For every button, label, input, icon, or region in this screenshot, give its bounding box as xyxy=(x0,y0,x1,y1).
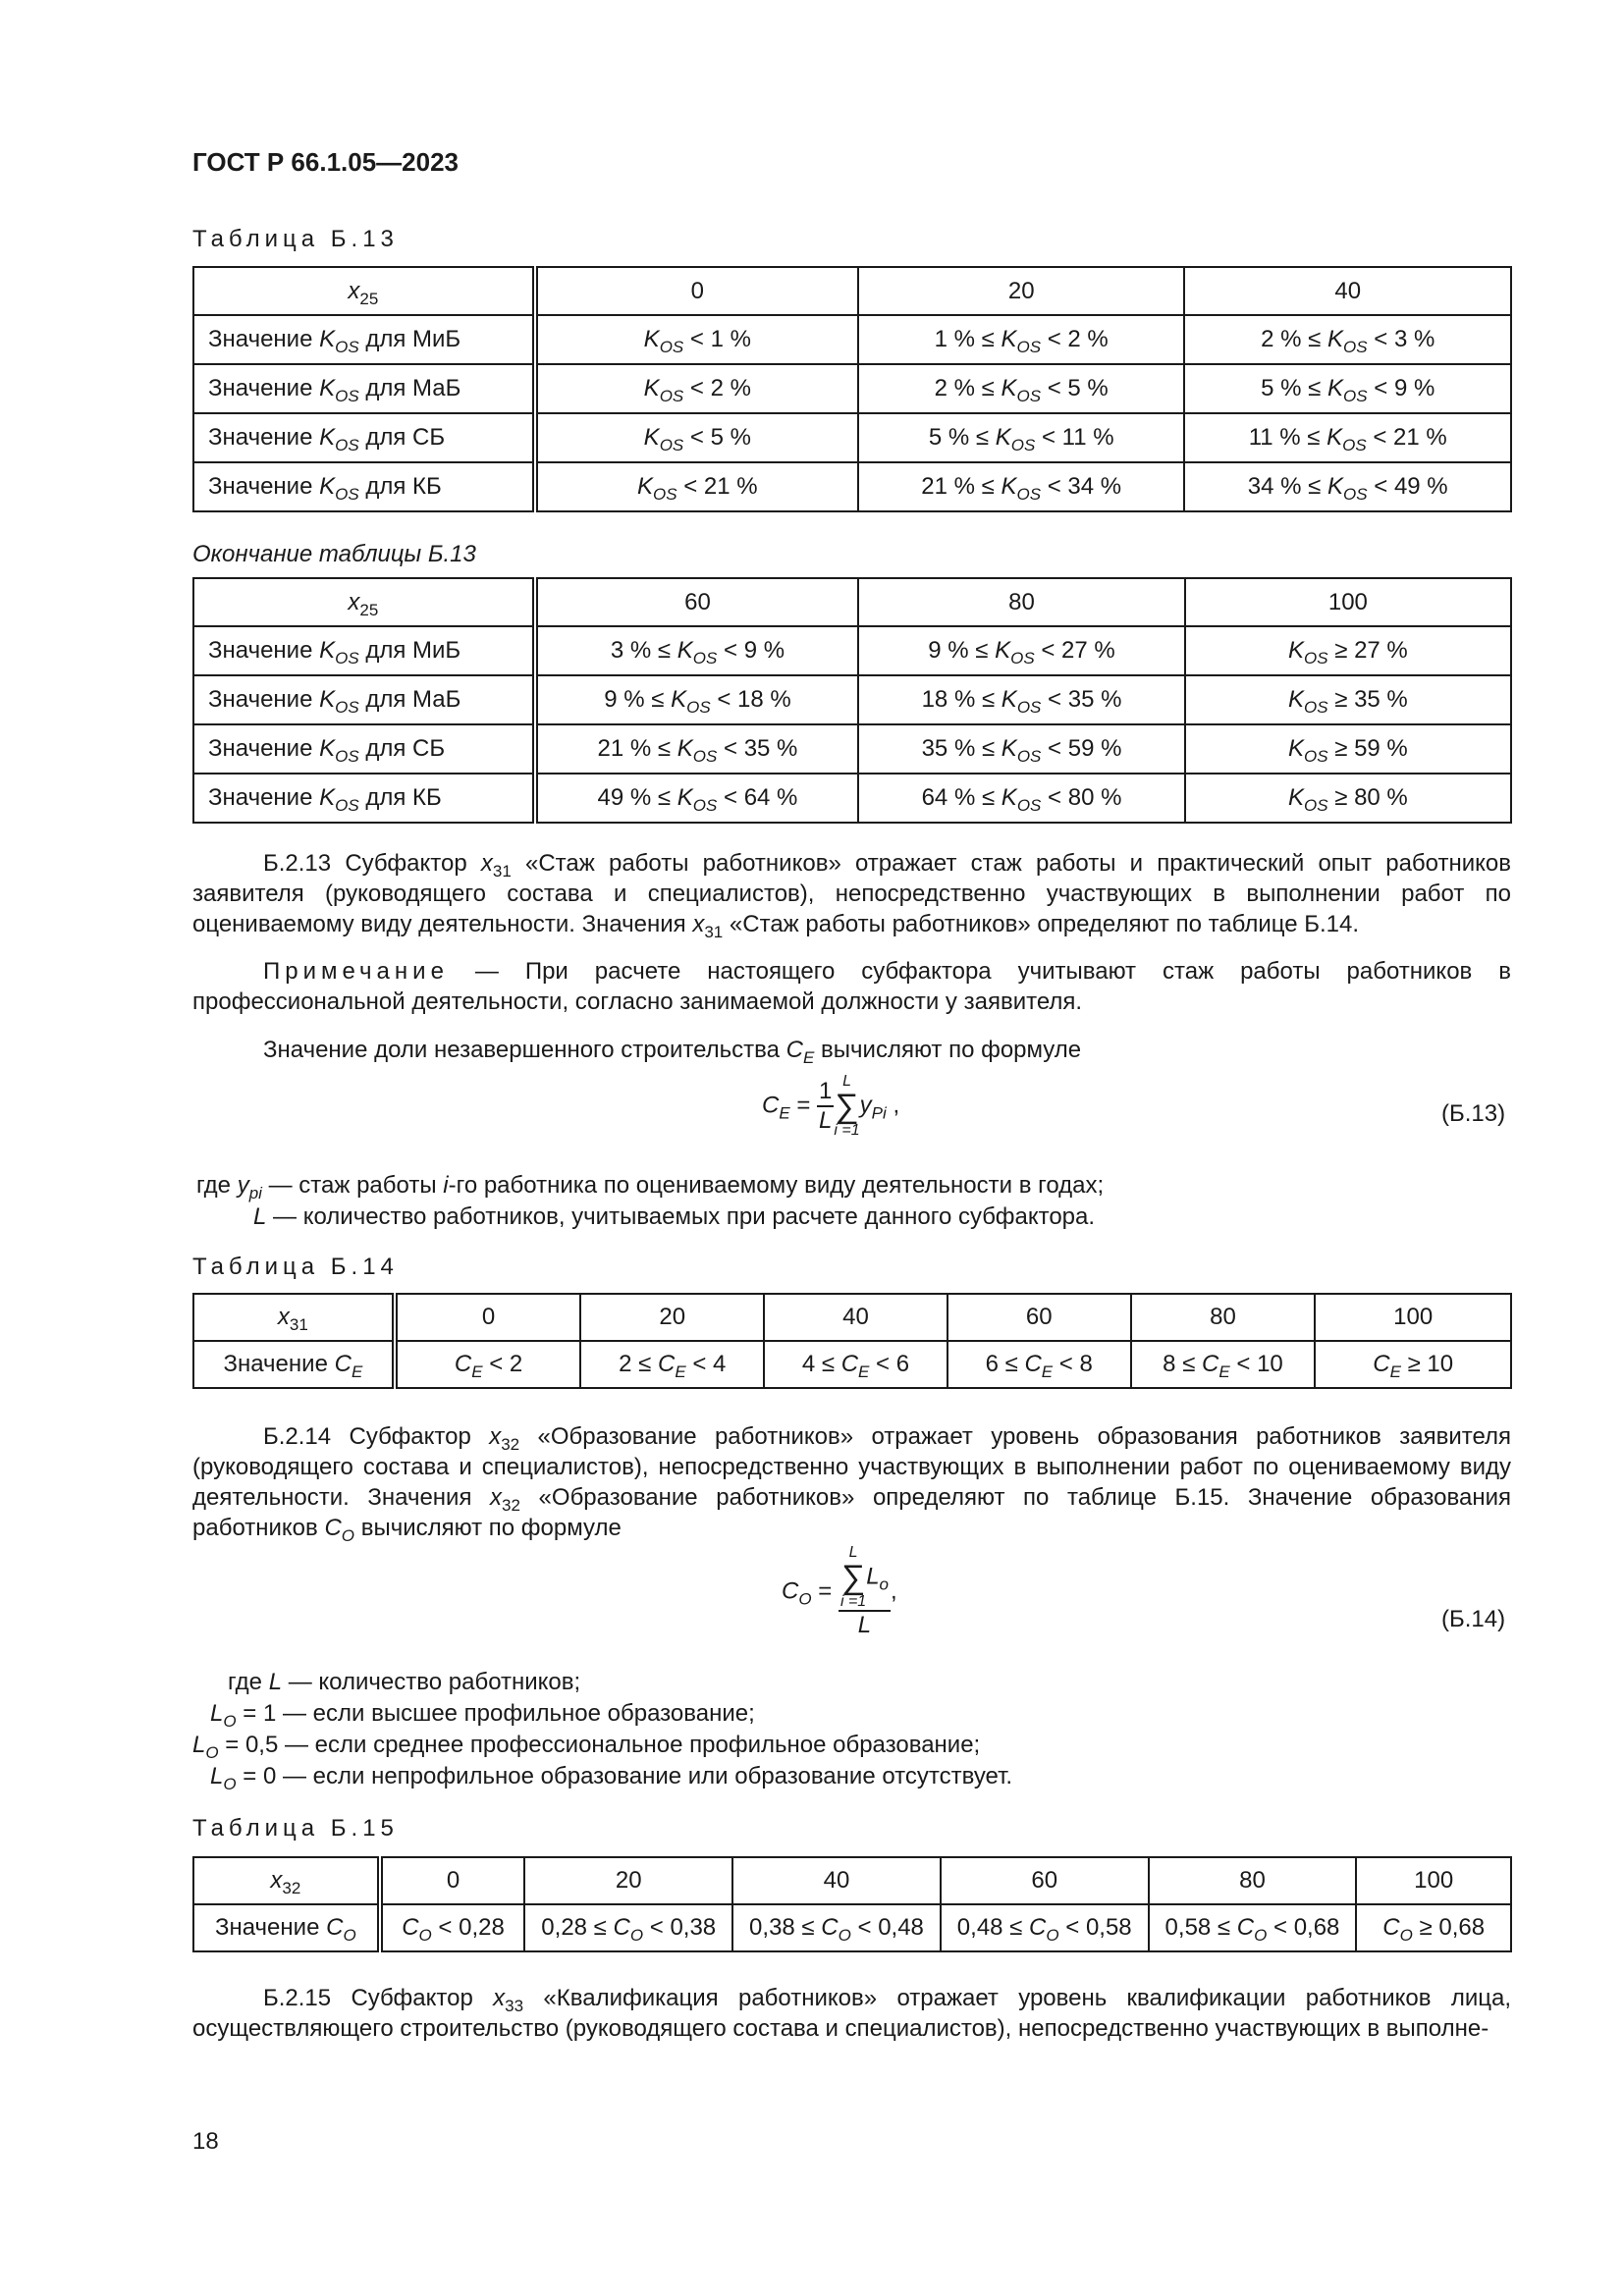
table-row xyxy=(193,1904,1511,1951)
header-cell: 100 xyxy=(1356,1857,1511,1904)
table-cell: $6 \le C_E < 8$ xyxy=(947,1341,1131,1388)
table-row xyxy=(193,626,1511,675)
table-b13-continuation xyxy=(192,577,1512,824)
table-cell: $K_{OS} \ge 35$ % xyxy=(1185,675,1511,724)
header-cell-var: $x_{25}$ xyxy=(193,578,535,626)
header-cell: 100 xyxy=(1315,1294,1511,1341)
table-row xyxy=(193,462,1511,511)
table-cell: $K_{OS} < 21$ % xyxy=(535,462,858,511)
header-cell: 60 xyxy=(941,1857,1149,1904)
table-cell: $K_{OS} \ge 59$ % xyxy=(1185,724,1511,774)
fraction: L ∑ i =1 $L_o$ L xyxy=(839,1544,890,1638)
header-cell-var: $x_{25}$ xyxy=(193,267,535,315)
table-row xyxy=(193,1341,1511,1388)
header-cell: 40 xyxy=(1184,267,1511,315)
header-cell: 20 xyxy=(858,267,1185,315)
row-label: Значение $K_{OS}$ для КБ xyxy=(193,462,535,511)
row-label: Значение $C_E$ xyxy=(193,1341,395,1388)
table-row xyxy=(193,315,1511,364)
where-item: $L_O = 0$ — если непрофильное образование или образование отсутствует. xyxy=(210,1763,1013,1793)
header-cell: 60 xyxy=(947,1294,1131,1341)
header-cell: 80 xyxy=(858,578,1185,626)
table-row xyxy=(193,675,1511,724)
table-cell: 5 % ≤ $K_{OS} < 11$ % xyxy=(858,413,1185,462)
row-label: Значение $K_{OS}$ для МаБ xyxy=(193,675,535,724)
header-cell: 0 xyxy=(535,267,858,315)
header-cell: 40 xyxy=(732,1857,941,1904)
table-cell: 3 % ≤ $K_{OS} < 9$ % xyxy=(535,626,859,675)
table-cell: 5 % ≤ $K_{OS} < 9$ % xyxy=(1184,364,1511,413)
table-b13-caption: Таблица Б.13 xyxy=(192,226,399,252)
table-cell: $K_{OS} < 2$ % xyxy=(535,364,858,413)
table-cell: 2 % ≤ $K_{OS} < 3$ % xyxy=(1184,315,1511,364)
summation: L ∑ i =1 xyxy=(834,1073,860,1139)
table-cell: $0,48 \le C_O < 0,58$ xyxy=(941,1904,1149,1951)
table-cell: 9 % ≤ $K_{OS} < 27$ % xyxy=(858,626,1185,675)
paragraph-b213: Б.2.13 Субфактор $x_{31}$ «Стаж работы работников» отражает стаж работы и практический опыт работников заявителя (руководящего состава и специалистов), непосредственно участвующих в выполнении работ по оцениваемому виду деятельности. Значения $x_{31}$ «Стаж работы работников» определяют по таблице Б.14. xyxy=(192,850,1512,941)
formula-b14: $C_O$ = L ∑ i =1 $L_o$ L , xyxy=(782,1544,897,1638)
paragraph-b214: Б.2.14 Субфактор $x_{32}$ «Образование работников» отражает уровень образования работников заявителя (руководящего состава и специалистов), непосредственно участвующих в выполнении работ по оцениваемому виду деятельности. Значения $x_{32}$ «Образование работников» определяют по таблице Б.15. Значение образования работников $C_O$ вычисляют по формуле xyxy=(192,1423,1511,1545)
table-cell: 2 % ≤ $K_{OS} < 5$ % xyxy=(858,364,1185,413)
row-label: Значение $K_{OS}$ для СБ xyxy=(193,724,535,774)
table-b15-caption: Таблица Б.15 xyxy=(192,1815,399,1842)
table-cell: $C_E < 2$ xyxy=(395,1341,581,1388)
row-label: Значение $K_{OS}$ для МаБ xyxy=(193,364,535,413)
row-label: Значение $C_O$ xyxy=(193,1904,380,1951)
header-cell: 60 xyxy=(535,578,859,626)
note: Примечание — При расчете настоящего субфактора учитывают стаж работы работников в профессиональной деятельности, согласно занимаемой должности у заявителя. xyxy=(192,958,1511,1015)
table-cell: 9 % ≤ $K_{OS} < 18$ % xyxy=(535,675,859,724)
table-cell: $K_{OS} < 5$ % xyxy=(535,413,858,462)
table-row xyxy=(193,413,1511,462)
table-cell: 18 % ≤ $K_{OS} < 35$ % xyxy=(858,675,1185,724)
equation-number-b14: (Б.14) xyxy=(1441,1606,1506,1632)
header-cell: 20 xyxy=(524,1857,732,1904)
page-number: 18 xyxy=(192,2128,219,2155)
fraction: $\frac{1}{L}$ xyxy=(819,1078,833,1134)
header-cell: 80 xyxy=(1131,1294,1316,1341)
where-item: где L — количество работников; xyxy=(228,1669,581,1695)
table-cell: 21 % ≤ $K_{OS} < 34$ % xyxy=(858,462,1185,511)
table-b14 xyxy=(192,1293,1512,1389)
note-label: Примечание xyxy=(263,958,449,985)
where-item: где $y_{pi}$ — стаж работы i-го работника по оцениваемому виду деятельности в годах; xyxy=(196,1172,1105,1202)
table-cell: $0,28 \le C_O < 0,38$ xyxy=(524,1904,732,1951)
table-cell: $8 \le C_E < 10$ xyxy=(1131,1341,1316,1388)
table-cell: 35 % ≤ $K_{OS} < 59$ % xyxy=(858,724,1185,774)
where-item: $L_O = 1$ — если высшее профильное образование; xyxy=(210,1700,755,1731)
table-cell: $K_{OS} < 1$ % xyxy=(535,315,858,364)
table-b15 xyxy=(192,1856,1512,1952)
table-b13 xyxy=(192,266,1512,512)
table-cell: $K_{OS} \ge 80$ % xyxy=(1185,774,1511,823)
table-cell: $0,58 \le C_O < 0,68$ xyxy=(1149,1904,1357,1951)
document-code: ГОСТ Р 66.1.05—2023 xyxy=(192,147,460,177)
header-cell: 20 xyxy=(580,1294,764,1341)
header-cell: 40 xyxy=(764,1294,947,1341)
row-label: Значение $K_{OS}$ для МиБ xyxy=(193,315,535,364)
table-row xyxy=(193,774,1511,823)
table-cell: $4 \le C_E < 6$ xyxy=(764,1341,947,1388)
header-cell: 80 xyxy=(1149,1857,1357,1904)
table-row xyxy=(193,724,1511,774)
table-cell: 34 % ≤ $K_{OS} < 49$ % xyxy=(1184,462,1511,511)
row-label: Значение $K_{OS}$ для СБ xyxy=(193,413,535,462)
table-b14-caption: Таблица Б.14 xyxy=(192,1254,399,1280)
paragraph-b215: Б.2.15 Субфактор $x_{33}$ «Квалификация работников» отражает уровень квалификации работников лица, осуществляющего строительство (руководящего состава и специалистов), непосредственно участвующих в выполне- xyxy=(192,1985,1511,2042)
table-cell: $C_O \ge 0,68$ xyxy=(1356,1904,1511,1951)
row-label: Значение $K_{OS}$ для КБ xyxy=(193,774,535,823)
header-cell: 0 xyxy=(395,1294,581,1341)
table-cell: 1 % ≤ $K_{OS} < 2$ % xyxy=(858,315,1185,364)
table-cell: $0,38 \le C_O < 0,48$ xyxy=(732,1904,941,1951)
formula-b13-intro: Значение доли незавершенного строительства $C_E$ вычисляют по формуле xyxy=(263,1037,1082,1067)
header-cell-var: $x_{31}$ xyxy=(193,1294,395,1341)
table-cell: $C_E \ge 10$ xyxy=(1315,1341,1511,1388)
table-cell: 11 % ≤ $K_{OS} < 21$ % xyxy=(1184,413,1511,462)
table-b13-continuation-caption: Окончание таблицы Б.13 xyxy=(192,541,476,567)
table-cell: $K_{OS} \ge 27$ % xyxy=(1185,626,1511,675)
table-row xyxy=(193,1857,1511,1904)
table-cell: 21 % ≤ $K_{OS} < 35$ % xyxy=(535,724,859,774)
table-row xyxy=(193,1294,1511,1341)
header-cell: 0 xyxy=(380,1857,525,1904)
summation: L ∑ i =1 xyxy=(839,1544,867,1610)
table-row xyxy=(193,267,1511,315)
header-cell-var: $x_{32}$ xyxy=(193,1857,380,1904)
table-cell: $C_O < 0,28$ xyxy=(380,1904,525,1951)
row-label: Значение $K_{OS}$ для МиБ xyxy=(193,626,535,675)
table-row xyxy=(193,578,1511,626)
table-row xyxy=(193,364,1511,413)
formula-b13: $C_E$ = $\frac{1}{L}$ L ∑ i =1 $y_{Pi}$ , xyxy=(762,1073,900,1139)
table-cell: 49 % ≤ $K_{OS} < 64$ % xyxy=(535,774,859,823)
where-item: $L_O = 0,5$ — если среднее профессиональное профильное образование; xyxy=(192,1732,981,1762)
equation-number-b13: (Б.13) xyxy=(1441,1100,1506,1127)
table-cell: 64 % ≤ $K_{OS} < 80$ % xyxy=(858,774,1185,823)
header-cell: 100 xyxy=(1185,578,1511,626)
where-item: L — количество работников, учитываемых при расчете данного субфактора. xyxy=(253,1203,1096,1230)
table-cell: $2 \le C_E < 4$ xyxy=(580,1341,764,1388)
